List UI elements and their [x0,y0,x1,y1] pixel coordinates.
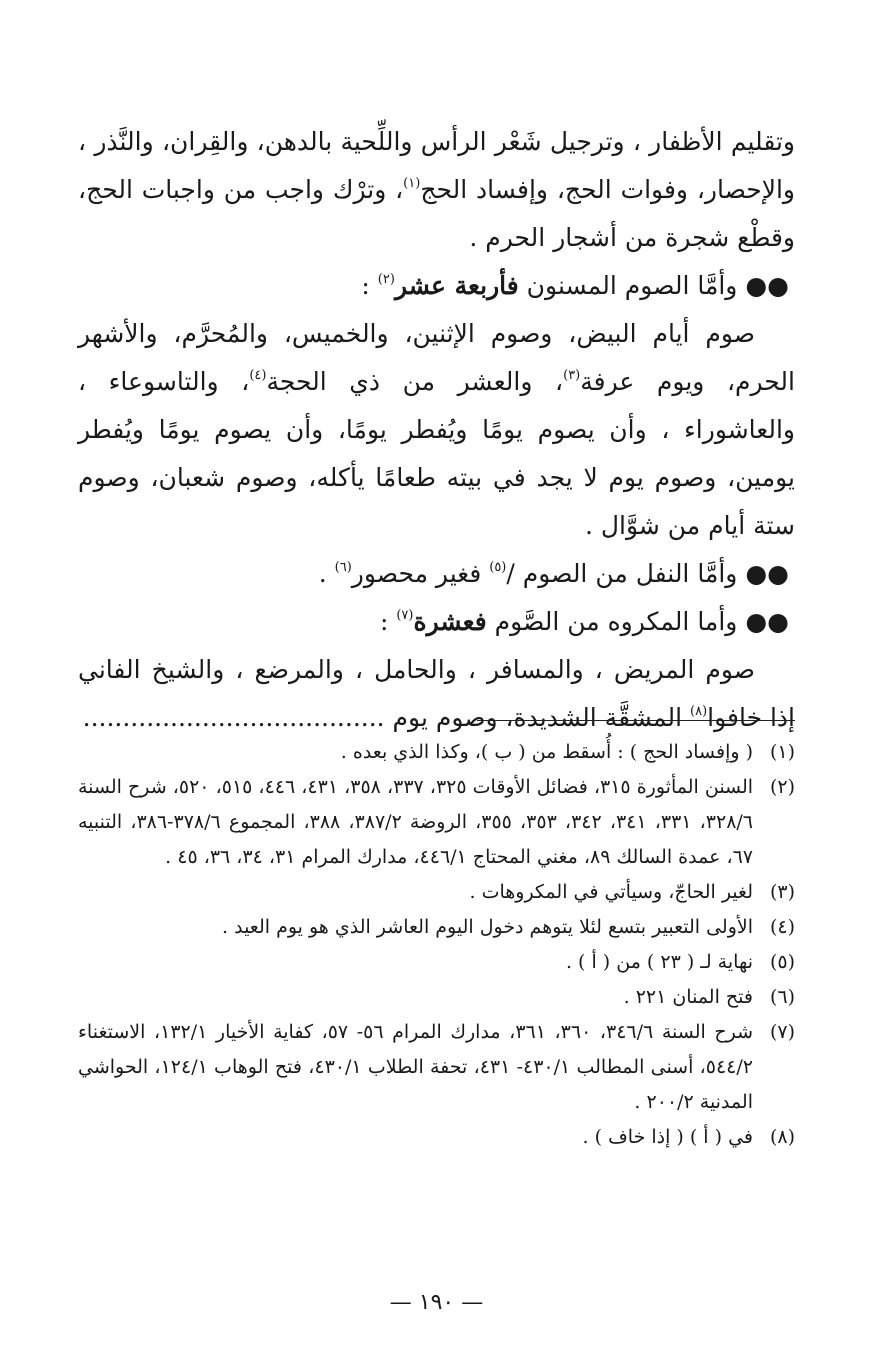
bullet-dots-icon: ●● [745,607,789,636]
footnote-text: لغير الحاجّ، وسيأتي في المكروهات . [469,881,753,903]
footnote-text: نهاية لـ ( ٢٣ ) من ( أ ) . [565,951,753,973]
footnote-number: (٧) [769,1021,795,1043]
footnotes [78,735,795,1155]
footnote-2 [78,770,795,875]
footnote-ref-1: (١) [403,176,421,191]
footnote-number: (٣) [769,881,795,903]
paragraph-2: صوم أيام البيض، وصوم الإثنين، والخميس، والمُحرَّم، والأشهر الحرم، ويوم عرفة$^{(٣)}$، والعشر من ذي الحجة$^{(٤)}$، والتاسوعاء ، والعاشوراء ، وأن يصوم يومًا ويُفطر يومًا، وأن يصوم يومًا ويُفطر يومين، وصوم يوم لا يجد في بيته طعامًا يأكله، وصوم شعبان، وصوم ستة أيام من شوَّال . [78,319,795,540]
footnote-ref-8: (٨) [690,704,708,719]
footnote-ref-4: (٤) [249,368,267,383]
footnote-ref-5: (٥) [489,560,507,575]
bullet-dots-icon: ●● [745,559,789,588]
footnote-number: (٥) [769,951,795,973]
paragraph-3: صوم المريض ، والمسافر ، والحامل ، والمرضع ، والشيخ الفاني إذا خافوا$^{(٨)}$ المشقَّة الشديدة، وصوم يوم ...................................... [78,655,795,732]
footnote-text: السنن المأثورة ٣١٥، فضائل الأوقات ٣٢٥، ٣٣٧، ٣٥٨، ٤٣١، ٤٤٦، ٥١٥، ٥٢٠، شرح السنة ٣٢٨/٦، ٣٣١، ٣٤١، ٣٤٢، ٣٥٣، ٣٥٥، الروضة ٣٨٧/٢، ٣٨٨، المجموع ٣٧٨/٦-٣٨٦، التنبيه ٦٧، عمدة السالك ٨٩، مغني المحتاج ٤٤٦/١، مدارك المرام ٣١، ٣٤، ٣٦، ٤٥ . [78,776,754,868]
footnote-ref-3: (٣) [563,368,581,383]
footnote-text: شرح السنة ٣٤٦/٦، ٣٦٠، ٣٦١، مدارك المرام ٥٦- ٥٧، كفاية الأخيار ١٣٢/١، الاستغناء ٥٤٤/٢، أسنى المطالب ٤٣٠/١- ٤٣١، تحفة الطلاب ٤٣٠/١، فتح الوهاب ١٢٤/١، الحواشي المدنية ٢٠٠/٢ . [78,1021,754,1113]
footnote-text: الأولى التعبير بتسع لئلا يتوهم دخول اليوم العاشر الذي هو يوم العيد . [222,916,753,938]
heading-voluntary-fasting: ●●وأمَّا النفل من الصوم /$^{(٥)}$ فغير محصور$^{(٦)}$ . [318,559,789,588]
footnote-ref-6: (٦) [334,560,352,575]
footnote-8 [78,1120,795,1155]
footnote-ref-7: (٧) [396,608,414,623]
footnote-text: فتح المنان ٢٢١ . [623,986,753,1008]
footnote-separator [477,720,795,721]
heading-sunnah-fasting: ●●وأمَّا الصوم المسنون فأربعة عشر$^{(٢)}$ : [361,271,789,300]
footnote-1 [78,735,795,770]
footnote-number: (٤) [769,916,795,938]
footnote-number: (٦) [769,986,795,1008]
heading-disliked-fasting: ●●وأما المكروه من الصَّوم فعشرة$^{(٧)}$ : [379,607,789,636]
page-number: — ١٩٠ — [389,1290,484,1315]
footnote-6 [78,980,795,1015]
footnote-number: (٨) [769,1126,795,1148]
main-text [78,118,795,742]
footnote-number: (١) [769,741,795,763]
footnote-7 [78,1015,795,1120]
footnote-5 [78,945,795,980]
footnote-3 [78,875,795,910]
footnote-text: ( وإفساد الحج ) : أُسقط من ( ب )، وكذا الذي بعده . [340,741,753,763]
paragraph-1: وتقليم الأظفار ، وترجيل شَعْر الرأس واللِّحية بالدهن، والقِران، والنَّذر ، والإحصار، وفوات الحج، وإفساد الحج$^{(١)}$، وترْك واجب من واجبات الحج، وقطْع شجرة من أشجار الحرم . [78,127,795,252]
footnote-4 [78,910,795,945]
footnote-number: (٢) [769,776,795,798]
footnote-text: في ( أ ) ( إذا خاف ) . [582,1126,753,1148]
bullet-dots-icon: ●● [745,271,789,300]
footnote-ref-2: (٢) [377,272,395,287]
